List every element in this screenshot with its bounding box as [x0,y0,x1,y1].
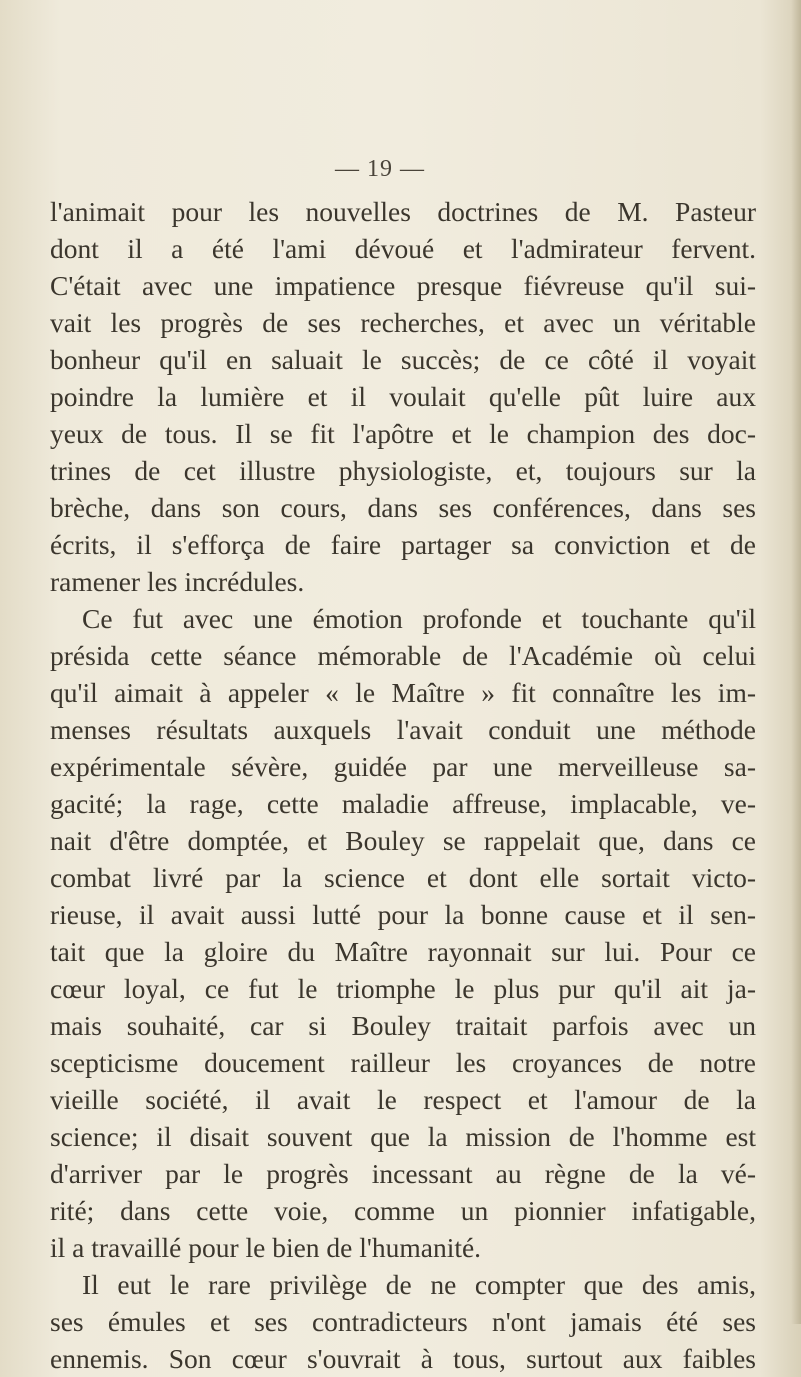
text-line: qu'il aimait à appeler « le Maître » fit connaître les im- [50,677,756,708]
text-line: C'était avec une impatience presque fiévreuse qu'il sui- [50,270,756,301]
text-line: l'animait pour les nouvelles doctrines de M. Pasteur [50,196,756,227]
text-line: Il eut le rare privilège de ne compter que des amis, [82,1269,756,1300]
text-line: vait les progrès de ses recherches, et avec un véritable [50,307,756,338]
text-line: expérimentale sévère, guidée par une merveilleuse sa- [50,751,756,782]
text-line: science; il disait souvent que la mission de l'homme est [50,1121,756,1152]
text-line: combat livré par la science et dont elle sortait victo- [50,862,756,893]
text-line: gacité; la rage, cette maladie affreuse, implacable, ve- [50,788,756,819]
text-line: trines de cet illustre physiologiste, et, toujours sur la [50,455,756,486]
text-line: écrits, il s'efforça de faire partager sa conviction et de [50,529,756,560]
text-line: il a travaillé pour le bien de l'humanité. [50,1232,482,1263]
text-line: scepticisme doucement railleur les croyances de notre [50,1047,756,1078]
text-line: d'arriver par le progrès incessant au règne de la vé- [50,1158,756,1189]
body-text [50,193,756,1377]
text-line: ses émules et ses contradicteurs n'ont jamais été ses [50,1306,756,1337]
text-line: dont il a été l'ami dévoué et l'admirateur fervent. [50,233,756,264]
text-line: rieuse, il avait aussi lutté pour la bonne cause et il sen- [50,899,756,930]
text-line: brèche, dans son cours, dans ses conférences, dans ses [50,492,756,523]
text-line: tait que la gloire du Maître rayonnait sur lui. Pour ce [50,936,756,967]
text-line: cœur loyal, ce fut le triomphe le plus pur qu'il ait ja- [50,973,756,1004]
page-number: — 19 — [335,156,425,182]
text-line: ennemis. Son cœur s'ouvrait à tous, surtout aux faibles [50,1343,756,1374]
text-line: menses résultats auxquels l'avait conduit une méthode [50,714,756,745]
page-edge-shadow [791,0,801,1324]
text-line: Ce fut avec une émotion profonde et touchante qu'il [82,603,756,634]
text-line: rité; dans cette voie, comme un pionnier infatigable, [50,1195,756,1226]
text-line: yeux de tous. Il se fit l'apôtre et le champion des doc- [50,418,756,449]
text-line: vieille société, il avait le respect et l'amour de la [50,1084,756,1115]
text-line: présida cette séance mémorable de l'Académie où celui [50,640,756,671]
text-line: poindre la lumière et il voulait qu'elle pût luire aux [50,381,756,412]
text-line: bonheur qu'il en saluait le succès; de ce côté il voyait [50,344,756,375]
text-line: mais souhaité, car si Bouley traitait parfois avec un [50,1010,756,1041]
text-line: ramener les incrédules. [50,566,305,597]
text-line: nait d'être domptée, et Bouley se rappelait que, dans ce [50,825,756,856]
